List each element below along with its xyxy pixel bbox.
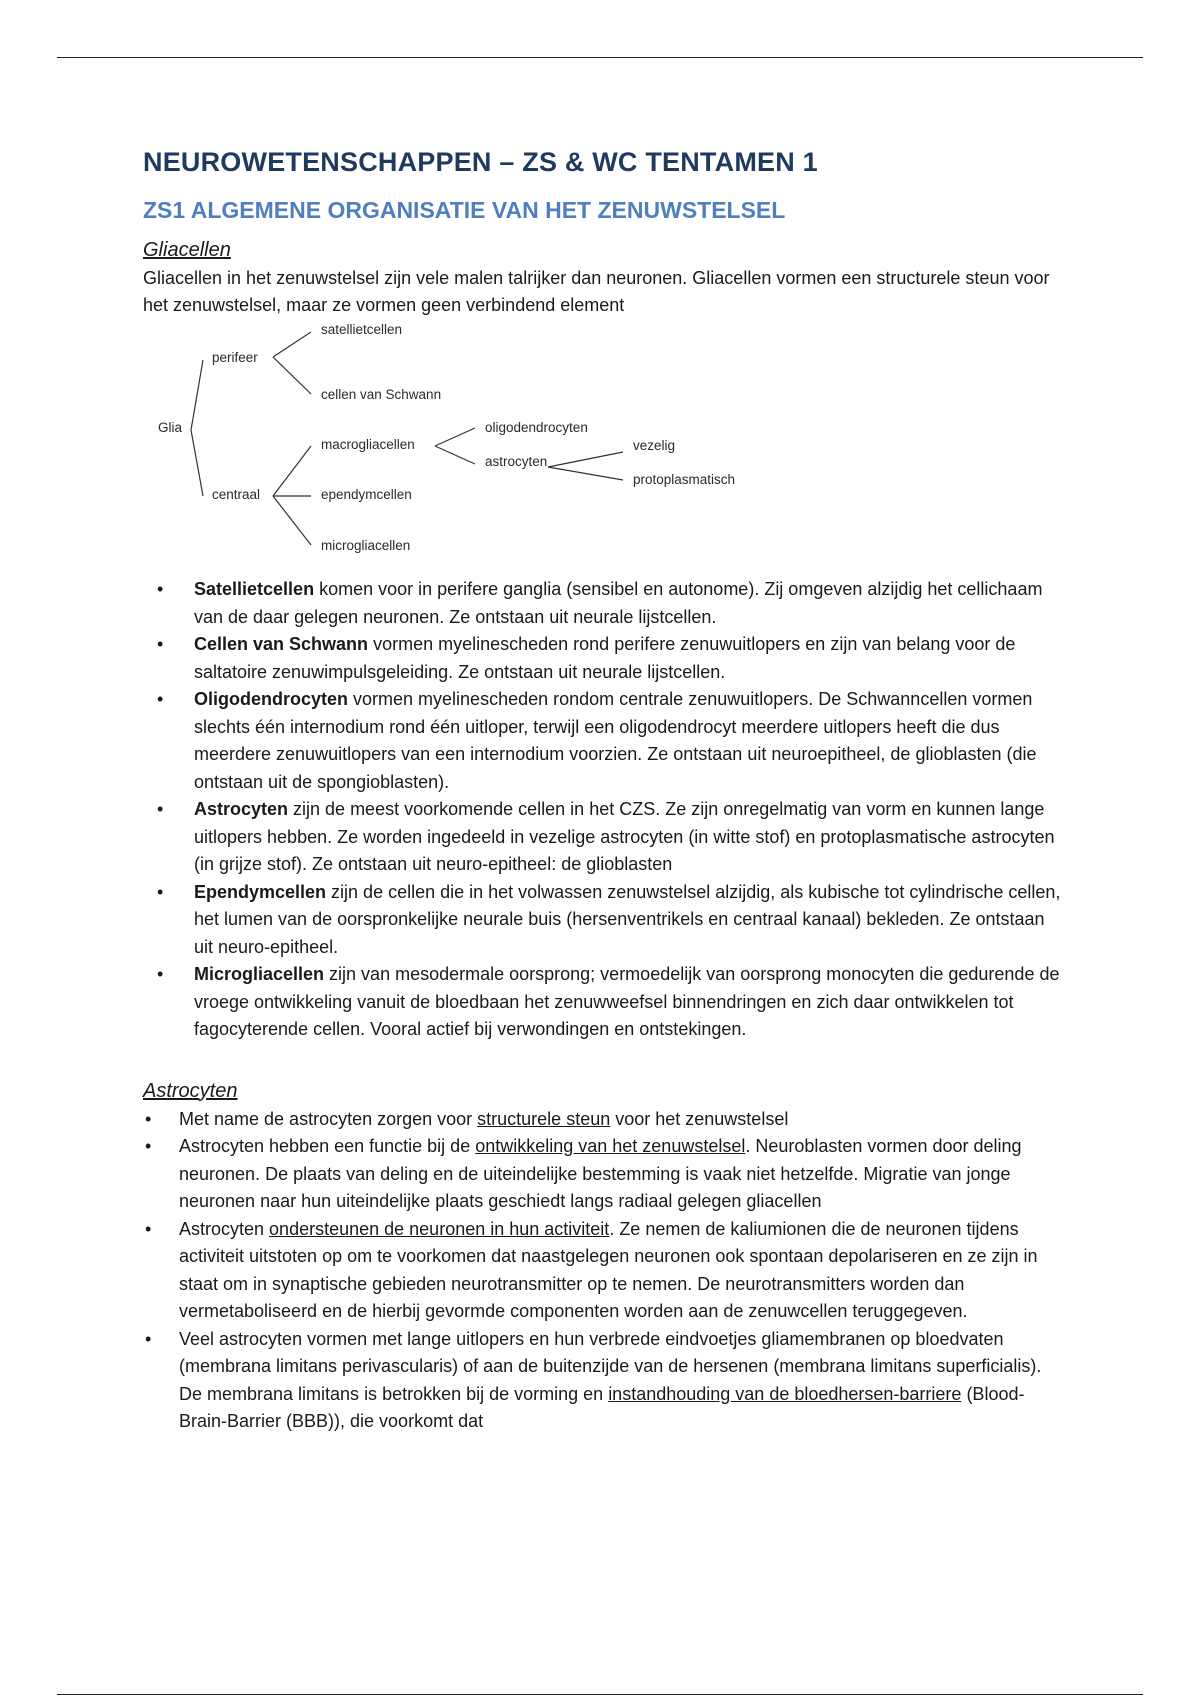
header-rule bbox=[57, 57, 1143, 58]
glia-types-list bbox=[143, 576, 1063, 1044]
gliacellen-intro: Gliacellen in het zenuwstelsel zijn vele malen talrijker dan neuronen. Gliacellen vormen een structurele steun voor het zenuwstelsel, maar ze vormen geen verbindend element bbox=[143, 268, 1050, 315]
list-item: • Astrocyten ondersteunen de neuronen in hun activiteit. Ze nemen de kaliumionen die de neuronen tijdens activiteit uitstoten op om te voorkomen dat naastgelegen neuronen ook spontaan depolariseren en ze zijn in staat om in synaptische gebieden neurotransmitter op te nemen. De neurotransmitters worden dan vermetaboliseerd en de hierbij gevormde componenten worden aan de zenuwcellen teruggegeven. bbox=[143, 1216, 1063, 1326]
list-item: • Astrocyten zijn de meest voorkomende cellen in het CZS. Ze zijn onregelmatig van vorm en kunnen lange uitlopers hebben. Ze worden ingedeeld in vezelige astrocyten (in witte stof) en protoplasmatische astrocyten (in grijze stof). Ze ontstaan uit neuro-epitheel: de glioblasten bbox=[143, 796, 1063, 879]
document-page bbox=[143, 145, 1063, 1436]
tree-satellietcellen: satellietcellen bbox=[321, 322, 403, 337]
astrocyten-heading: Astrocyten bbox=[143, 1079, 238, 1102]
list-item: • Oligodendrocyten vormen myelinescheden rondom centrale zenuwuitlopers. De Schwanncellen vormen slechts één internodium rond één uitloper, terwijl een oligodendrocyt meerdere uitlopers heeft die dus meerdere zenuwuitlopers van een internodium voorzien. Ze ontstaan uit neuroepitheel, de glioblasten (die ontstaan uit de spongioblasten). bbox=[143, 686, 1063, 796]
section-heading: ZS1 ALGEMENE ORGANISATIE VAN HET ZENUWSTELSEL bbox=[143, 197, 786, 223]
list-item: • Cellen van Schwann vormen myelinescheden rond perifere zenuwuitlopers en zijn van belang voor de saltatoire zenuwimpulsgeleiding. Ze ontstaan uit neurale lijstcellen. bbox=[143, 631, 1063, 686]
tree-macrogliacellen: macrogliacellen bbox=[321, 437, 415, 452]
document-title: NEUROWETENSCHAPPEN – ZS & WC TENTAMEN 1 bbox=[143, 147, 818, 177]
list-item: • Veel astrocyten vormen met lange uitlopers en hun verbrede eindvoetjes gliamembranen op bloedvaten (membrana limitans perivascularis) of aan de buitenzijde van de hersenen (membrana limitans superficialis). De membrana limitans is betrokken bij de vorming en instandhouding van de bloedhersen-barriere (Blood-Brain-Barrier (BBB)), die voorkomt dat bbox=[143, 1326, 1063, 1436]
tree-ependymcellen: ependymcellen bbox=[321, 487, 412, 502]
list-item: • Microgliacellen zijn van mesodermale oorsprong; vermoedelijk van oorsprong monocyten die gedurende de vroege ontwikkeling vanuit de bloedbaan het zenuwweefsel binnendringen en zich daar ontwikkelen tot fagocyterende cellen. Vooral actief bij verwondingen en ontstekingen. bbox=[143, 961, 1063, 1044]
tree-protoplasmatisch: protoplasmatisch bbox=[633, 472, 736, 487]
tree-centraal: centraal bbox=[212, 487, 261, 502]
tree-astrocyten: astrocyten bbox=[485, 454, 548, 469]
list-item: • Met name de astrocyten zorgen voor structurele steun voor het zenuwstelsel bbox=[143, 1106, 1063, 1134]
tree-vezelig: vezelig bbox=[633, 438, 676, 453]
tree-schwann: cellen van Schwann bbox=[321, 387, 442, 402]
gliacellen-heading: Gliacellen bbox=[143, 239, 231, 261]
tree-microgliacellen: microgliacellen bbox=[321, 538, 411, 553]
footer-rule bbox=[57, 1694, 1143, 1695]
tree-oligodendrocyten: oligodendrocyten bbox=[485, 420, 588, 435]
astrocyten-list bbox=[143, 1106, 1063, 1436]
tree-glia: Glia bbox=[158, 420, 183, 435]
list-item: • Satellietcellen komen voor in perifere ganglia (sensibel en autonome). Zij omgeven alzijdig het cellichaam van de daar gelegen neuronen. Ze ontstaan uit neurale lijstcellen. bbox=[143, 576, 1063, 631]
tree-perifeer: perifeer bbox=[212, 350, 258, 365]
list-item: • Ependymcellen zijn de cellen die in het volwassen zenuwstelsel alzijdig, als kubische tot cylindrische cellen, het lumen van de oorspronkelijke neurale buis (hersenventrikels en centraal kanaal) bekleden. Ze ontstaan uit neuro-epitheel. bbox=[143, 879, 1063, 962]
list-item: • Astrocyten hebben een functie bij de ontwikkeling van het zenuwstelsel. Neuroblasten vormen door deling neuronen. De plaats van deling en de uiteindelijke bestemming is vaak niet hetzelfde. Migratie van jonge neuronen naar hun uiteindelijke plaats geschiedt langs radiaal gelegen gliacellen bbox=[143, 1133, 1063, 1216]
glia-classification-diagram bbox=[143, 320, 783, 570]
